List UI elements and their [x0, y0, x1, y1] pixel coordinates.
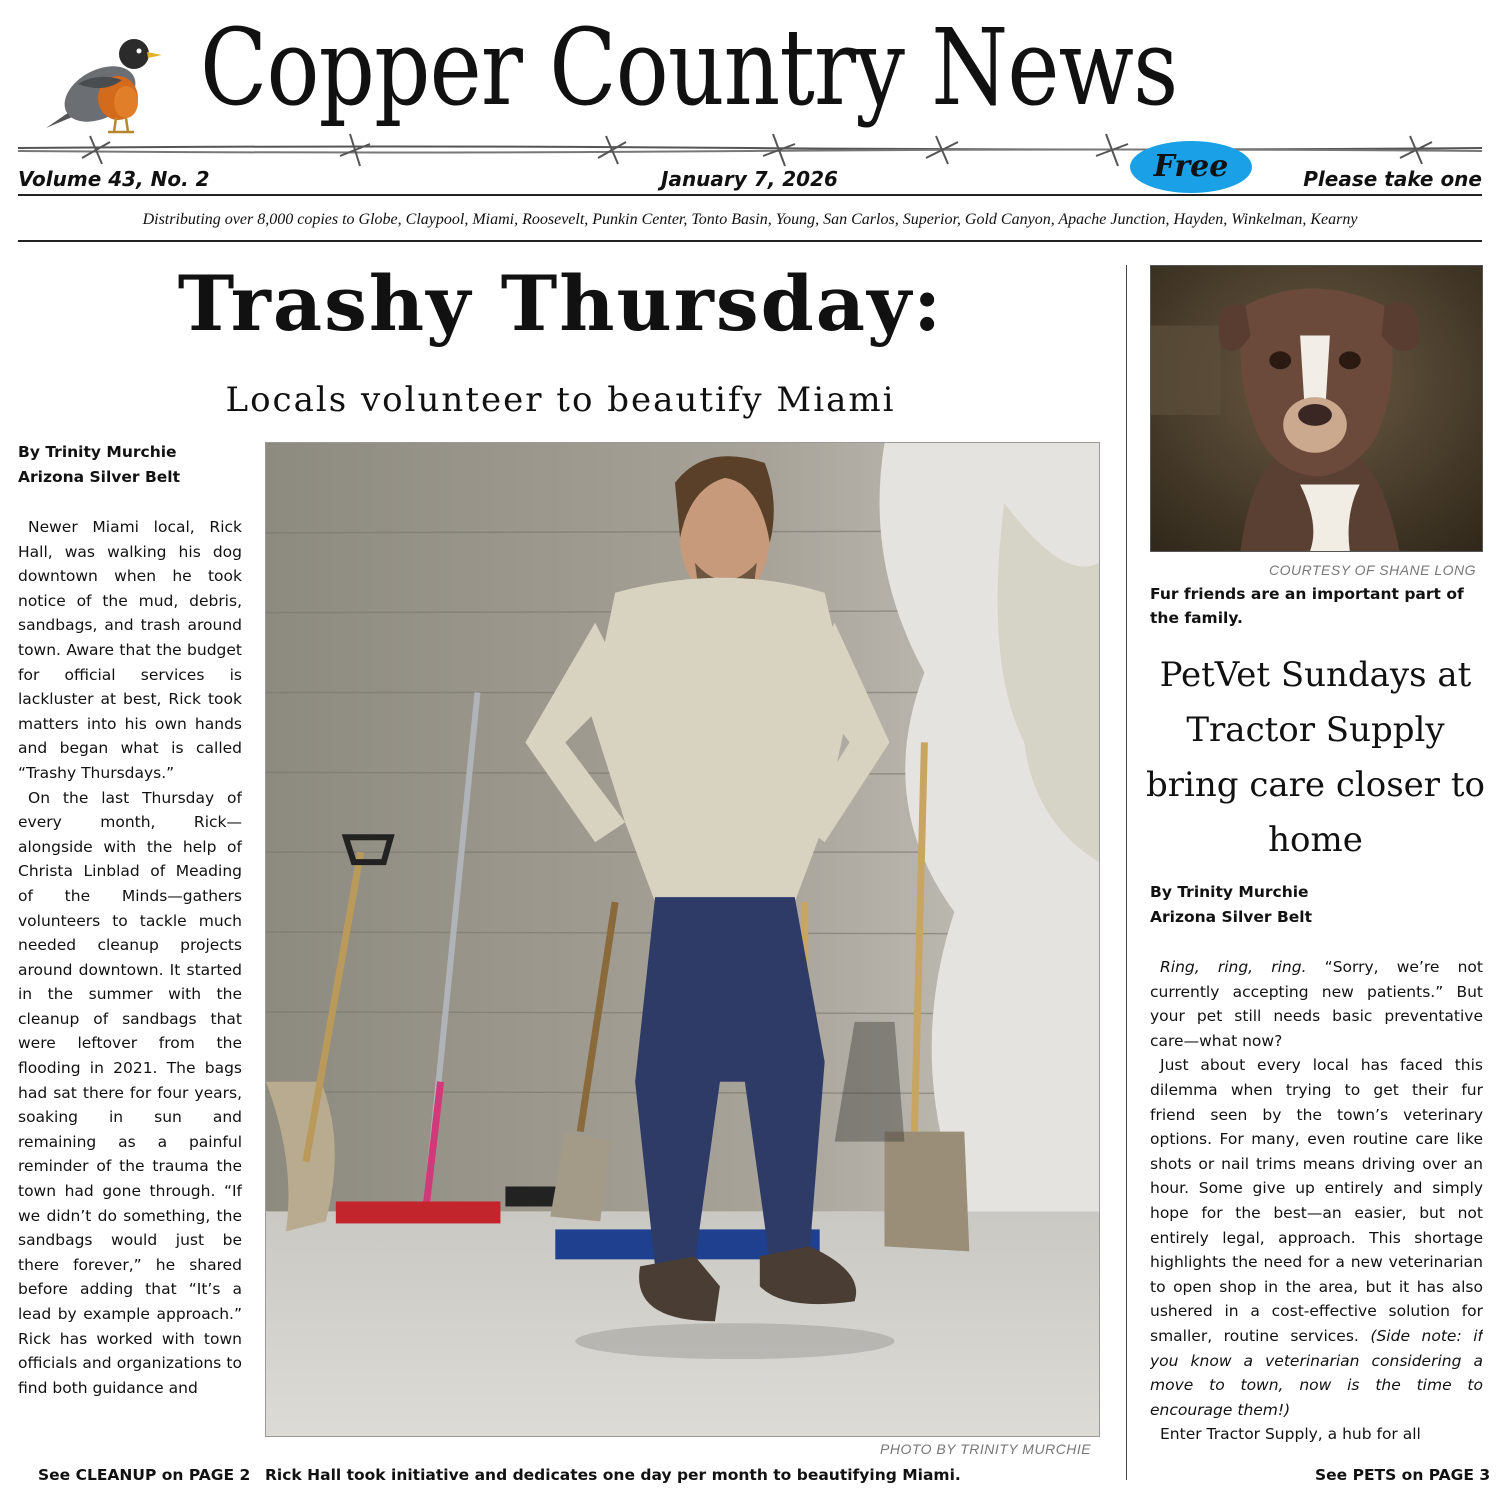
- masthead-rule-top: [18, 194, 1482, 196]
- masthead-rule-bottom: [18, 240, 1482, 242]
- side-headline: PetVet Sundays at Tractor Supply bring care closer to home: [1145, 655, 1485, 860]
- article-paragraph: Enter Tractor Supply, a hub for all: [1160, 1425, 1421, 1444]
- main-subheadline: Locals volunteer to beautify Miami: [225, 380, 896, 420]
- main-byline: [18, 440, 180, 490]
- distribution-line: Distributing over 8,000 copies to Globe, Claypool, Miami, Roosevelt, Punkin Center, Tonto Basin, Young, San Carlos, Superior, Gold Canyon, Apache Junction, Hayden, Winkelman, Kearny: [142, 211, 1358, 228]
- robin-logo: [38, 28, 168, 140]
- free-badge: Free: [1130, 141, 1252, 193]
- volume-number: Volume 43, No. 2: [18, 167, 210, 191]
- byline-org: Arizona Silver Belt: [18, 468, 181, 486]
- article-paragraph: On the last Thursday of every month, Rick—alongside with the help of Christa Linblad of Meading of the Minds—gathers volunteers to tackle much needed cleanup projects around downtown. It started in the summer with the cleanup of sandbags that were leftover from the flooding in 2021. The bags had sat there for four years, soaking in sun and remaining as a painful reminder of the trauma the town had gone through. “If we didn’t do something, the sandbags would just be there forever,” he shared before adding that “It’s a lead by example approach.” Rick has worked with town officials and organizations to find both guidance and: [18, 788, 242, 1397]
- barbed-wire-rule: [18, 128, 1482, 172]
- lead-italic: Ring, ring, ring.: [1160, 958, 1307, 976]
- dog-photo-credit: COURTESY OF SHANE LONG: [1269, 562, 1477, 578]
- cleanup-jump-link[interactable]: See CLEANUP on PAGE 2: [38, 1466, 251, 1484]
- take-one-note: Please take one: [1303, 167, 1482, 191]
- main-photo-credit: PHOTO BY TRINITY MURCHIE: [880, 1441, 1092, 1457]
- dog-photo-caption: Fur friends are an important part of the family.: [1150, 585, 1464, 627]
- byline-org: Arizona Silver Belt: [1150, 908, 1313, 926]
- issue-info-bar: [18, 167, 1482, 193]
- pets-jump-link[interactable]: See PETS on PAGE 3: [1315, 1466, 1491, 1484]
- side-note: (Side note: if you know a veterinarian considering a move to town, now is the time to encourage them!): [1150, 1326, 1483, 1419]
- dog-photo: [1150, 265, 1483, 552]
- main-photo-caption: Rick Hall took initiative and dedicates one day per month to beautifying Miami.: [265, 1466, 961, 1484]
- article-paragraph: [1150, 955, 1483, 1053]
- issue-date: January 7, 2026: [661, 167, 838, 191]
- column-divider: [1126, 265, 1127, 1480]
- main-headline: Trashy Thursday:: [177, 259, 944, 348]
- side-article-body: [1150, 955, 1483, 1445]
- byline-name: By Trinity Murchie: [1150, 883, 1309, 901]
- rick-hall-photo: [265, 442, 1100, 1437]
- byline-name: By Trinity Murchie: [18, 443, 177, 461]
- main-article-body: [18, 515, 242, 1450]
- side-byline: [1150, 880, 1312, 930]
- article-paragraph: Newer Miami local, Rick Hall, was walking his dog downtown when he took notice of the mud, debris, sandbags, and trash around town. Aware that the budget for official services is lackluster at best, Rick took matters into his own hands and began what is called “Trashy Thursdays.”: [18, 518, 242, 782]
- article-paragraph: [1150, 1053, 1483, 1422]
- paragraph-text: Just about every local has faced this dilemma when trying to get their fur friend seen by the town’s veterinary options. For many, even routine care like shots or nail trims means driving over an hour. Some give up entirely and simply hope for the best—an easier, but not entirely legal, approach. This shortage highlights the need for a new veterinarian to open shop in the area, but it has also ushered in a cost-effective solution for smaller, routine services.: [1150, 1056, 1483, 1345]
- lead-text: “Sorry, we’re not currently accepting new patients.” But your pet still needs basic preventative care—what now?: [1150, 958, 1483, 1050]
- masthead-title: Copper Country News: [200, 6, 1178, 129]
